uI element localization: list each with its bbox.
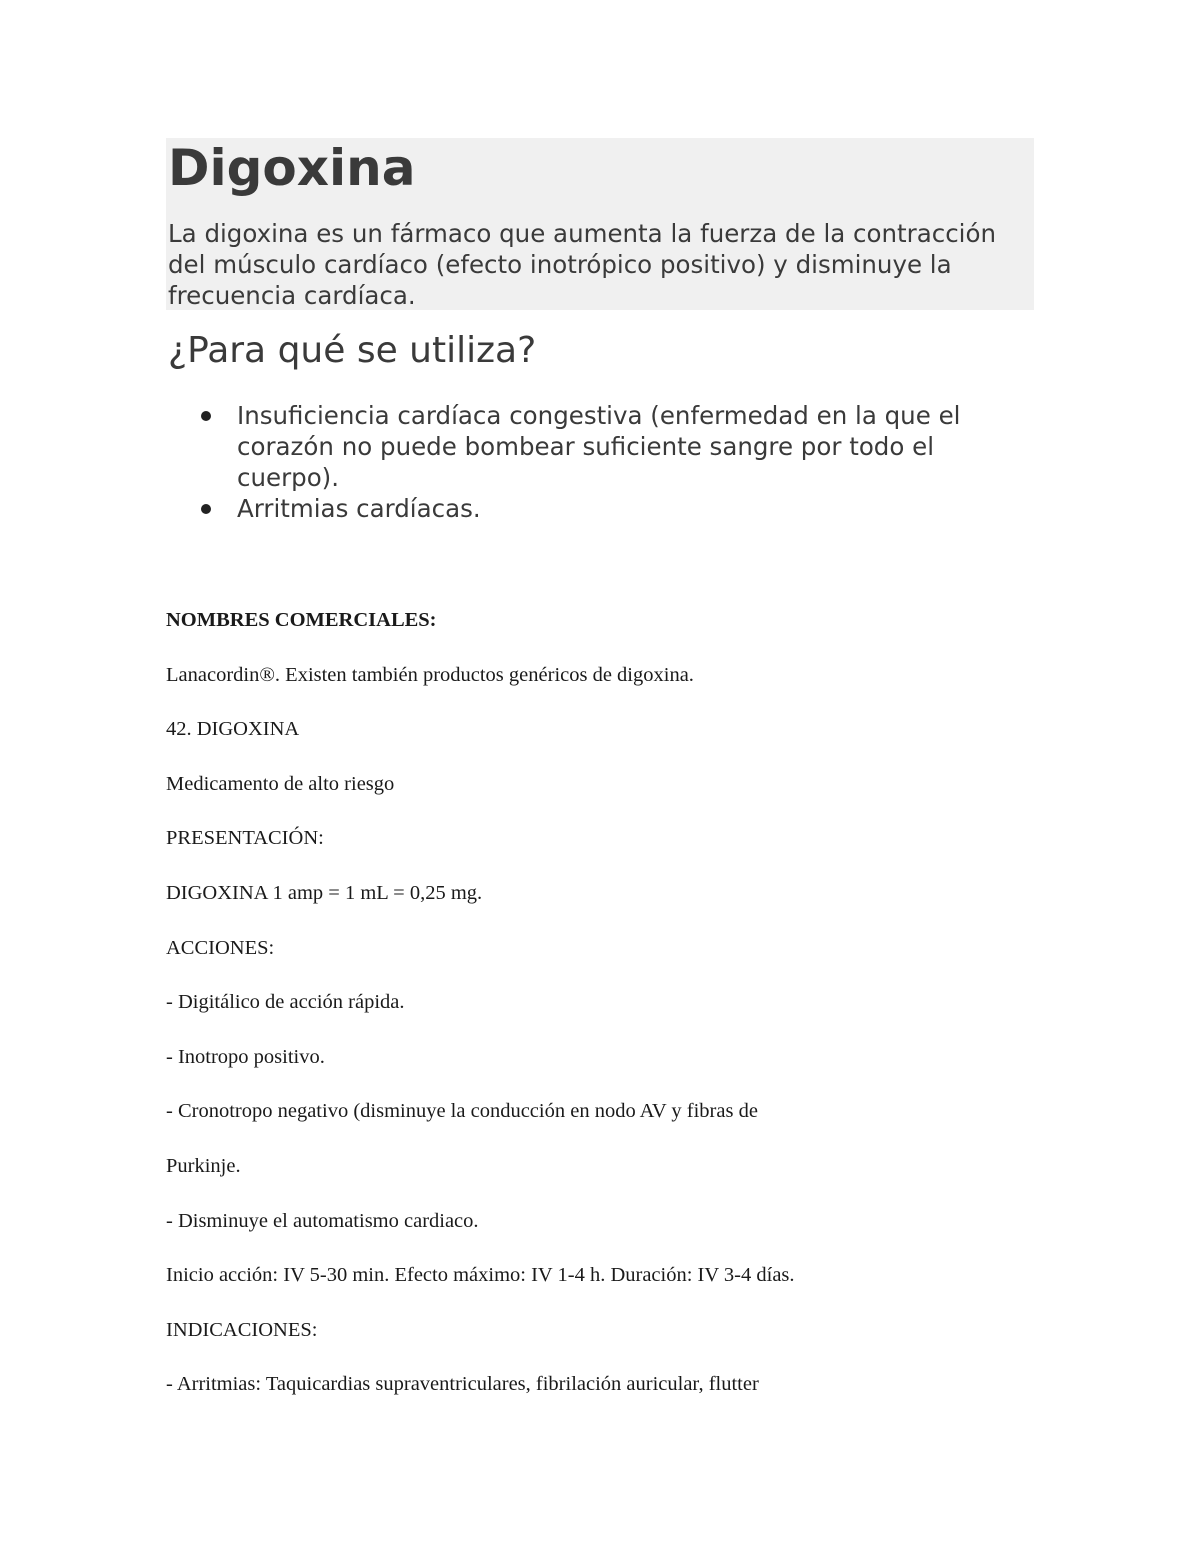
paragraph: - Cronotropo negativo (disminuye la conducción en nodo AV y fibras de xyxy=(166,1100,758,1123)
list-item-text: Arritmias cardíacas. xyxy=(237,494,481,523)
paragraph: - Inotropo positivo. xyxy=(166,1045,325,1068)
paragraph: - Digitálico de acción rápida. xyxy=(166,991,405,1014)
paragraph: PRESENTACIÓN: xyxy=(166,827,324,850)
list-item xyxy=(168,493,1034,524)
list-item-text: Insuficiencia cardíaca congestiva (enfermedad en la que el corazón no puede bombear suficiente sangre por todo el cuerpo). xyxy=(237,401,961,492)
drug-info-body xyxy=(166,604,1066,1423)
paragraph: 42. DIGOXINA xyxy=(166,718,300,741)
paragraph: Lanacordin®. Existen también productos genéricos de digoxina. xyxy=(166,663,694,686)
bullet-icon xyxy=(201,411,211,421)
intro-paragraph: La digoxina es un fármaco que aumenta la fuerza de la contracción del músculo cardíaco (efecto inotrópico positivo) y disminuye la frecuencia cardíaca. xyxy=(168,219,996,310)
paragraph: - Arritmias: Taquicardias supraventriculares, fibrilación auricular, flutter xyxy=(166,1373,759,1396)
paragraph: - Disminuye el automatismo cardiaco. xyxy=(166,1209,479,1232)
list-item xyxy=(168,400,1034,493)
section-heading-brand-names: NOMBRES COMERCIALES: xyxy=(166,609,437,631)
uses-heading: ¿Para qué se utiliza? xyxy=(168,330,537,371)
bullet-icon xyxy=(201,504,211,514)
paragraph: Inicio acción: IV 5-30 min. Efecto máximo: IV 1-4 h. Duración: IV 3-4 días. xyxy=(166,1264,795,1287)
paragraph: Medicamento de alto riesgo xyxy=(166,772,395,795)
page-title: Digoxina xyxy=(168,139,416,197)
paragraph: ACCIONES: xyxy=(166,936,275,959)
paragraph: INDICACIONES: xyxy=(166,1318,318,1341)
paragraph: Purkinje. xyxy=(166,1154,241,1177)
uses-list xyxy=(168,400,1034,524)
paragraph: DIGOXINA 1 amp = 1 mL = 0,25 mg. xyxy=(166,881,483,904)
